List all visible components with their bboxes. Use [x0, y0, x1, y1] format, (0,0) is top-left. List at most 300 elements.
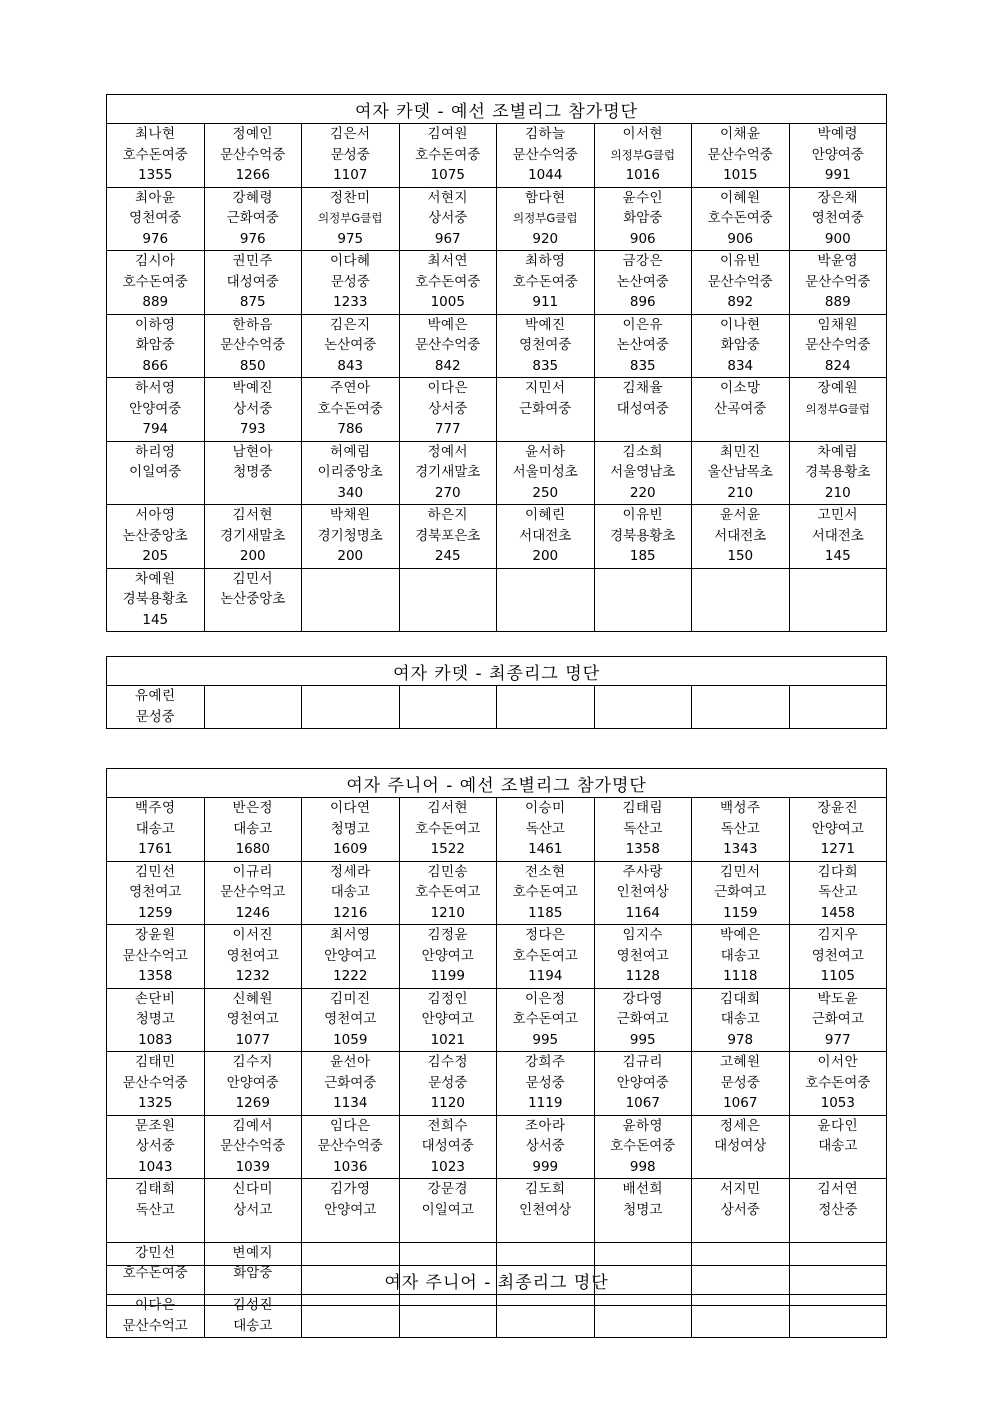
player-name: 박예진 — [524, 316, 566, 333]
player-name: 김민선 — [134, 863, 176, 880]
player-cell — [789, 505, 887, 569]
player-score: 1015 — [723, 167, 758, 183]
player-cell — [692, 1179, 790, 1243]
empty-cell — [302, 568, 400, 632]
player-score: 978 — [727, 1031, 754, 1048]
player-cell — [399, 378, 497, 442]
player-school: 상서중 — [720, 1201, 760, 1218]
player-name: 김정인 — [427, 990, 469, 1007]
player-cell — [204, 1052, 302, 1116]
player-name: 이다연 — [329, 800, 371, 816]
player-cell — [399, 187, 497, 251]
roster-row — [107, 1295, 887, 1338]
empty-cell — [789, 568, 887, 632]
player-score: 976 — [142, 230, 169, 247]
player-cell — [204, 314, 302, 378]
roster-row — [107, 251, 887, 315]
roster-row — [107, 798, 887, 862]
player-name: 김태림 — [622, 800, 664, 816]
player-school: 인천여상 — [519, 1201, 572, 1218]
player-cell — [107, 441, 205, 505]
player-school: 호수돈여고 — [512, 884, 578, 900]
player-score: 1159 — [723, 904, 758, 921]
player-name: 김민송 — [427, 863, 469, 880]
player-cell — [399, 925, 497, 989]
player-cell — [302, 861, 400, 925]
player-score: 976 — [239, 230, 266, 247]
player-cell — [594, 505, 692, 569]
player-score: 875 — [239, 294, 266, 310]
player-score: 200 — [239, 548, 266, 564]
player-school: 호수돈여중 — [805, 1074, 871, 1091]
player-name: 이유빈 — [622, 507, 664, 523]
player-name: 김은서 — [329, 126, 371, 142]
roster-row — [107, 861, 887, 925]
player-name: 이소망 — [719, 380, 761, 396]
player-cell — [107, 1295, 205, 1338]
roster-row — [107, 124, 887, 188]
player-school: 대송고 — [330, 884, 370, 900]
player-cell — [594, 441, 692, 505]
player-school: 근화여중 — [226, 210, 279, 226]
junior-final-table — [106, 1265, 887, 1338]
player-cell — [692, 925, 790, 989]
player-name: 이채윤 — [719, 126, 761, 142]
player-school: 문산수억중 — [512, 146, 578, 163]
player-score: 1461 — [528, 841, 563, 857]
player-score: 1077 — [235, 1031, 270, 1048]
player-score: 1053 — [820, 1095, 855, 1111]
player-score: 150 — [727, 548, 754, 564]
player-cell — [789, 925, 887, 989]
player-name: 윤하영 — [622, 1117, 664, 1134]
player-name: 이은정 — [524, 990, 566, 1007]
player-name: 서현지 — [427, 189, 469, 206]
player-name: 박채원 — [329, 507, 371, 523]
player-cell — [302, 988, 400, 1052]
player-name: 강희주 — [524, 1054, 566, 1070]
player-score: 1083 — [138, 1031, 173, 1048]
player-name: 신다미 — [232, 1181, 274, 1197]
player-cell — [497, 1179, 595, 1243]
player-school: 논산여중 — [616, 337, 669, 353]
player-cell — [497, 798, 595, 862]
player-name: 문조원 — [134, 1117, 176, 1134]
player-score: 340 — [337, 484, 364, 501]
player-score: 1164 — [625, 904, 660, 921]
player-name: 김시아 — [134, 253, 176, 269]
player-school: 문성중 — [135, 708, 175, 725]
player-cell — [789, 798, 887, 862]
player-name: 김채율 — [622, 380, 664, 396]
player-school: 대송고 — [818, 1138, 858, 1154]
player-score: 1067 — [625, 1095, 660, 1111]
player-name: 윤수인 — [622, 189, 664, 206]
player-cell — [789, 314, 887, 378]
player-school: 논산중앙초 — [220, 591, 286, 607]
player-name: 강문경 — [427, 1181, 469, 1197]
player-score: 1609 — [333, 841, 368, 857]
player-school: 문산수억중 — [220, 146, 286, 163]
player-school: 근화여중 — [324, 1074, 377, 1091]
roster-row — [107, 378, 887, 442]
player-name: 박예령 — [817, 126, 859, 142]
player-school: 의정부G클럽 — [318, 211, 383, 225]
player-school: 안양여고 — [324, 1201, 377, 1218]
player-school: 호수돈여중 — [122, 1265, 188, 1281]
player-school: 독산고 — [135, 1201, 175, 1218]
player-cell — [107, 798, 205, 862]
player-score: 145 — [142, 611, 169, 628]
player-name: 신혜원 — [232, 990, 274, 1007]
player-score: 1043 — [138, 1158, 173, 1175]
section-title: 여자 주니어 - 최종리그 명단 — [107, 1266, 887, 1295]
player-school: 문산수억고 — [220, 884, 286, 900]
player-score: 777 — [434, 421, 461, 437]
player-cell — [692, 124, 790, 188]
player-school: 영천여고 — [616, 947, 669, 964]
player-cell — [107, 861, 205, 925]
player-school: 상서중 — [135, 1138, 175, 1154]
cadet-final-table — [106, 656, 887, 729]
player-cell — [107, 988, 205, 1052]
player-cell — [399, 441, 497, 505]
player-school: 문성중 — [525, 1074, 565, 1091]
player-school: 논산여중 — [324, 337, 377, 353]
player-cell — [497, 378, 595, 442]
player-school: 문산수억중 — [220, 1138, 286, 1154]
player-school: 화암중 — [233, 1265, 273, 1281]
player-score — [302, 1220, 399, 1241]
player-school: 서대전초 — [811, 527, 864, 544]
player-cell — [497, 1115, 595, 1179]
roster-body — [107, 1295, 887, 1338]
player-score: 1044 — [528, 167, 563, 183]
player-score: 889 — [824, 294, 851, 310]
player-school: 영천여고 — [324, 1011, 377, 1027]
player-school: 문산수억고 — [122, 1317, 188, 1334]
player-school: 호수돈여고 — [415, 884, 481, 900]
player-score: 1067 — [723, 1095, 758, 1111]
player-name: 조아라 — [524, 1117, 566, 1134]
player-name: 배선희 — [622, 1181, 664, 1197]
player-score: 210 — [727, 484, 754, 501]
player-school: 근화여고 — [616, 1011, 669, 1027]
player-name: 손단비 — [134, 990, 176, 1007]
player-score: 995 — [532, 1031, 559, 1048]
player-name: 서지민 — [719, 1181, 761, 1197]
player-school: 상서중 — [428, 400, 468, 417]
player-school: 이일여고 — [421, 1201, 474, 1218]
player-score — [595, 1220, 692, 1241]
player-school: 서울미성초 — [512, 464, 578, 480]
player-name: 정세은 — [719, 1117, 761, 1134]
player-cell — [302, 798, 400, 862]
player-cell — [594, 1179, 692, 1243]
player-school: 대송고 — [135, 820, 175, 837]
player-name: 김서연 — [817, 1181, 859, 1197]
player-cell — [107, 378, 205, 442]
player-school: 문산수억중 — [805, 273, 871, 290]
player-school: 청명고 — [330, 820, 370, 837]
player-name: 지민서 — [524, 380, 566, 396]
player-cell — [204, 251, 302, 315]
player-score — [790, 1220, 887, 1241]
player-score: 906 — [727, 230, 754, 247]
player-score: 1039 — [235, 1158, 270, 1175]
player-cell — [204, 1115, 302, 1179]
player-school: 영천여고 — [226, 947, 279, 964]
player-score — [790, 419, 887, 440]
roster-body — [107, 124, 887, 632]
player-name: 전소현 — [524, 863, 566, 880]
empty-cell — [204, 686, 302, 729]
player-school: 대성여중 — [226, 273, 279, 290]
player-name: 이규리 — [232, 863, 274, 880]
player-school: 호수돈여중 — [610, 1138, 676, 1154]
empty-cell — [399, 1295, 497, 1338]
player-score: 1210 — [430, 904, 465, 921]
player-cell — [789, 1052, 887, 1116]
player-school: 호수돈여고 — [512, 947, 578, 964]
player-score — [107, 483, 204, 504]
player-cell — [107, 314, 205, 378]
player-cell — [204, 1179, 302, 1243]
player-cell — [302, 314, 400, 378]
empty-cell — [302, 686, 400, 729]
player-score: 967 — [434, 230, 461, 247]
player-name: 전희수 — [427, 1117, 469, 1134]
player-school: 문성중 — [330, 146, 370, 163]
player-score: 1233 — [333, 294, 368, 310]
player-cell — [399, 798, 497, 862]
player-cell — [497, 314, 595, 378]
player-name: 남현아 — [232, 443, 274, 460]
player-name: 정다은 — [524, 927, 566, 943]
player-score: 1358 — [138, 968, 173, 984]
player-name: 김예서 — [232, 1117, 274, 1134]
player-cell — [594, 861, 692, 925]
player-school: 호수돈여중 — [707, 210, 773, 226]
roster-row — [107, 1052, 887, 1116]
player-name: 김태희 — [134, 1181, 176, 1197]
player-school: 문산수억중 — [707, 146, 773, 163]
player-school: 문산수억중 — [220, 337, 286, 353]
player-score: 786 — [337, 421, 364, 437]
player-score: 866 — [142, 357, 169, 374]
player-school: 독산고 — [525, 820, 565, 837]
player-cell — [692, 798, 790, 862]
player-score: 1266 — [235, 167, 270, 183]
player-score: 205 — [142, 548, 169, 564]
player-school: 상서중 — [428, 210, 468, 226]
empty-cell — [594, 1295, 692, 1338]
player-school: 호수돈여중 — [415, 273, 481, 290]
player-score — [692, 419, 789, 440]
player-score: 906 — [629, 230, 656, 247]
player-score: 1194 — [528, 968, 563, 984]
player-cell — [692, 861, 790, 925]
player-score: 1134 — [333, 1095, 368, 1111]
player-score: 892 — [727, 294, 754, 310]
player-name: 김정윤 — [427, 927, 469, 943]
player-school: 안양여중 — [226, 1074, 279, 1091]
player-name: 임채원 — [817, 316, 859, 333]
player-score: 1059 — [333, 1031, 368, 1048]
player-cell — [107, 505, 205, 569]
player-score: 834 — [727, 357, 754, 374]
player-cell — [789, 1115, 887, 1179]
roster-row — [107, 988, 887, 1052]
player-school: 화암중 — [135, 337, 175, 353]
player-cell — [204, 124, 302, 188]
player-name: 정예인 — [232, 126, 274, 142]
player-name: 고혜원 — [719, 1054, 761, 1070]
player-name: 최나현 — [134, 126, 176, 142]
player-school: 서울영남초 — [610, 464, 676, 480]
player-cell — [302, 187, 400, 251]
roster-row — [107, 1179, 887, 1243]
empty-cell — [692, 686, 790, 729]
roster-row — [107, 187, 887, 251]
player-cell — [302, 1115, 400, 1179]
player-cell — [594, 187, 692, 251]
player-score: 1222 — [333, 968, 368, 984]
player-school: 영천여고 — [129, 884, 182, 900]
player-score: 1246 — [235, 904, 270, 921]
player-name: 최서연 — [427, 253, 469, 269]
player-name: 이서현 — [622, 126, 664, 142]
player-cell — [594, 314, 692, 378]
player-score: 991 — [824, 167, 851, 183]
player-score: 200 — [532, 548, 559, 564]
empty-cell — [497, 686, 595, 729]
player-score — [497, 1220, 594, 1241]
player-cell — [789, 187, 887, 251]
player-cell — [399, 124, 497, 188]
player-cell — [302, 1179, 400, 1243]
player-school: 근화여중 — [519, 400, 572, 417]
player-school: 영천여중 — [811, 210, 864, 226]
player-name: 임다은 — [329, 1117, 371, 1134]
player-school: 영천여고 — [226, 1011, 279, 1027]
player-school: 경기청명초 — [317, 527, 383, 544]
player-score: 1107 — [333, 167, 368, 183]
player-cell — [594, 988, 692, 1052]
player-cell — [497, 1052, 595, 1116]
player-score: 1355 — [138, 167, 173, 183]
player-cell — [789, 988, 887, 1052]
player-name: 박윤영 — [817, 253, 859, 269]
player-cell — [204, 798, 302, 862]
player-school: 문성중 — [428, 1074, 468, 1091]
roster-row — [107, 441, 887, 505]
player-score: 1023 — [430, 1158, 465, 1175]
player-cell — [789, 1179, 887, 1243]
roster-body — [107, 686, 887, 729]
player-cell — [692, 378, 790, 442]
player-school: 호수돈여중 — [415, 146, 481, 163]
player-score: 975 — [337, 230, 364, 247]
player-name: 강다영 — [622, 990, 664, 1007]
player-score: 1232 — [235, 968, 270, 984]
player-school: 호수돈여고 — [512, 1011, 578, 1027]
empty-cell — [399, 568, 497, 632]
player-name: 최아윤 — [134, 189, 176, 206]
empty-cell — [302, 1295, 400, 1338]
player-score: 1343 — [723, 841, 758, 857]
player-school: 의정부G클럽 — [805, 401, 871, 416]
player-name: 이나현 — [719, 316, 761, 333]
player-score: 1016 — [625, 167, 660, 183]
roster-row — [107, 568, 887, 632]
player-cell — [399, 861, 497, 925]
player-score: 1199 — [430, 968, 465, 984]
player-score: 1269 — [235, 1095, 270, 1111]
player-name: 백주영 — [134, 800, 176, 816]
player-school: 경북용황초 — [805, 464, 871, 480]
player-score: 1185 — [528, 904, 563, 921]
player-school: 문산수억중 — [415, 337, 481, 353]
player-name: 허예림 — [329, 443, 371, 460]
player-name: 장은채 — [817, 189, 859, 206]
player-cell — [399, 1179, 497, 1243]
player-cell — [692, 1115, 790, 1179]
player-score: 842 — [434, 357, 461, 374]
player-name: 정찬미 — [329, 189, 371, 206]
player-cell — [594, 925, 692, 989]
player-score: 1680 — [235, 841, 270, 857]
player-name: 이승미 — [524, 800, 566, 816]
player-cell — [107, 568, 205, 632]
player-name: 변예지 — [232, 1244, 274, 1261]
player-score: 1128 — [625, 968, 660, 984]
player-name: 김다희 — [817, 863, 859, 880]
player-score: 920 — [532, 230, 559, 247]
player-score: 999 — [532, 1158, 559, 1175]
player-cell — [692, 187, 790, 251]
player-score: 835 — [629, 357, 656, 374]
player-school: 대성여중 — [421, 1138, 474, 1154]
player-cell — [399, 988, 497, 1052]
player-school: 대성여중 — [616, 400, 669, 417]
player-cell — [789, 124, 887, 188]
player-name: 김수정 — [427, 1054, 469, 1070]
player-cell — [692, 441, 790, 505]
player-school: 논산중앙초 — [122, 527, 188, 544]
player-name: 김지우 — [817, 927, 859, 943]
player-school: 경북포은초 — [415, 527, 481, 544]
player-score: 793 — [239, 421, 266, 437]
roster-row — [107, 925, 887, 989]
player-school: 대송고 — [233, 1317, 273, 1334]
player-score: 185 — [629, 548, 656, 564]
player-name: 김수지 — [232, 1054, 274, 1070]
player-school: 근화여고 — [811, 1011, 864, 1027]
player-school: 대송고 — [720, 947, 760, 964]
player-school: 독산고 — [818, 884, 858, 900]
player-cell — [789, 378, 887, 442]
player-name: 김태민 — [134, 1054, 176, 1070]
player-cell — [692, 1052, 790, 1116]
player-school: 안양여고 — [421, 947, 474, 964]
player-score — [107, 1220, 204, 1241]
player-name: 이은유 — [622, 316, 664, 333]
player-name: 이혜원 — [719, 189, 761, 206]
empty-cell — [497, 568, 595, 632]
player-cell — [594, 378, 692, 442]
player-score: 245 — [434, 548, 461, 564]
